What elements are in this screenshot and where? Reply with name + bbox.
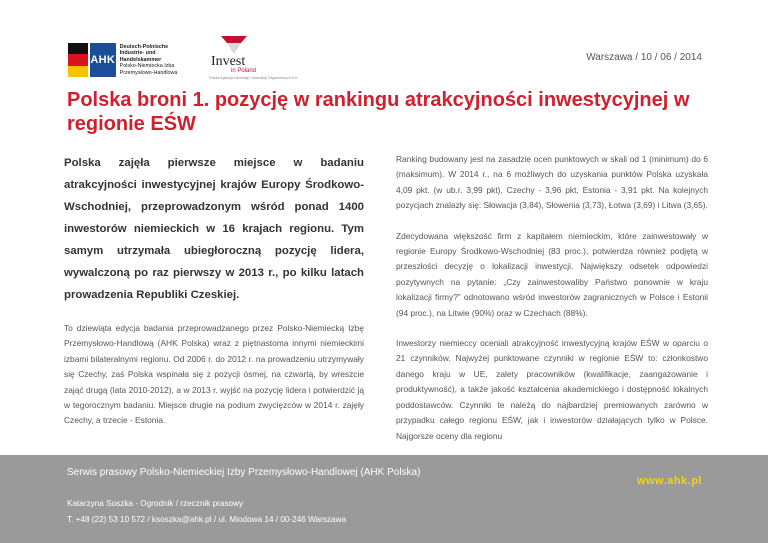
invest-logo-word: Invest <box>211 54 246 69</box>
footer-title: Serwis prasowy Polsko-Niemieckiej Izby Przemysłowo-Handlowej (AHK Polska) <box>67 467 421 478</box>
ahk-logo-mark: AHK <box>90 43 116 77</box>
release-date: Warszawa / 10 / 06 / 2014 <box>586 52 702 63</box>
ahk-logo-line: Industrie- und Handelskammer <box>119 50 162 63</box>
footer-bar <box>0 455 768 543</box>
footer-website-link[interactable]: www.ahk.pl <box>636 475 702 487</box>
footer-contact-person: Katarzyna Soszka - Ogrodnik / rzecznik prasowy <box>67 499 244 508</box>
ahk-logo <box>68 42 198 78</box>
invest-in-poland-logo <box>205 34 299 80</box>
body-paragraph: Ranking budowany jest na zasadzie ocen punktowych w skali od 1 (minimum) do 6 (maksimum). W 2014 r., na 6 możliwych do uzyskania punktów Polska uzyskała 4,09 pkt. (w ub.r. 3,99 pkt), Czechy - 3,96 pkt, Estonia - 3,91 pkt. Na kolejnych pozycjach znalazły się: Słowacja (3,84), Słowenia (3,73), Łotwa (3,69) i Litwa (3,65). <box>396 154 708 211</box>
flag-ribbon-icon <box>219 34 249 56</box>
ahk-logo-line: Przemysłowo-Handlowa <box>119 69 178 76</box>
invest-logo-caption: Polska Agencja Informacji i Inwestycji Zagranicznych S.A. <box>209 76 299 80</box>
ahk-logo-line: Deutsch-Polnische <box>119 43 169 50</box>
ahk-logo-text <box>120 44 198 76</box>
body-paragraph: Zdecydowana większość firm z kapitałem niemieckim, które zainwestowały w regionie Europy Środkowo-Wschodniej (83 proc.), potwierdza również podjętą w przeszłości decyzję o lokalizacji inwestycji. Największy odsetek odpowiedzi pozytywnych na pytanie: „Czy zainwestowaliby Państwo ponownie w kraju lokalizacji firmy?” odnotowano wśród inwestorów zagranicznych w Polsce i Estonii (94 proc.), na Litwie (90%) oraz w Czechach (88%). <box>396 230 708 318</box>
page-title: Polska broni 1. pozycję w rankingu atrakcyjności inwestycyjnej w regionie EŚW <box>67 89 690 135</box>
lead-paragraph: Polska zajęła pierwsze miejsce w badaniu atrakcyjności inwestycyjnej krajów Europy Środkowo-Wschodniej, przeprowadzonym wśród ponad 1400 inwestorów niemieckich w 16 krajach regionu. Tym samym utrzymała ubiegłoroczną pozycję lidera, wywalczoną po raz pierwszy w 2013 r., po kilku latach prowadzenia Republiki Czeskiej. <box>64 157 364 301</box>
footer-contact-details: T. +48 (22) 53 10 572 / ksoszka@ahk.pl / ul. Miodowa 14 / 00-246 Warszawa <box>67 515 347 524</box>
right-column <box>396 152 708 444</box>
german-flag-icon <box>68 43 88 77</box>
left-column <box>64 152 364 429</box>
ahk-logo-line: Polsko-Niemiecka Izba <box>119 63 175 70</box>
invest-logo-sub: in Poland <box>231 68 257 74</box>
body-paragraph: Inwestorzy niemieccy oceniali atrakcyjność inwestycyjną krajów EŚW w oparciu o 21 czynników. Najwyżej punktowane czynniki w regionie EŚW to: członkostwo danego kraju w UE, zalety pracowników (kwalifikacje, zaangażowanie i produktywność), a także jakość kształcenia akademickiego i dostępność lokalnych poddostawców. Czynniki te należą do najbardziej premiowanych zarówno w przypadku całego regionu EŚW, jak i inwestorów działających tylko w Polsce. Najgorsze oceny dla regionu <box>396 338 708 441</box>
body-paragraph: To dziewiąta edycja badania przeprowadzanego przez Polsko-Niemiecką Izbę Przemysłowo-Handlową (AHK Polska) wraz z piętnastoma innymi niemieckimi izbami bilateralnymi regionu. Od 2006 r. do 2012 r. na prowadzeniu utrzymywały się Czechy, zaś Polska wspinała się z pozycji ósmej, na czwartą, by wreszcie zająć drugą (lata 2010-2012), a w 2013 r. wyjść na pozycję lidera i potwierdzić ją w tegorocznym badaniu. Miejsce drugie na podium zwycięzców w 2014 r. zajęły Czechy, a trzecie - Estonia. <box>64 323 364 426</box>
